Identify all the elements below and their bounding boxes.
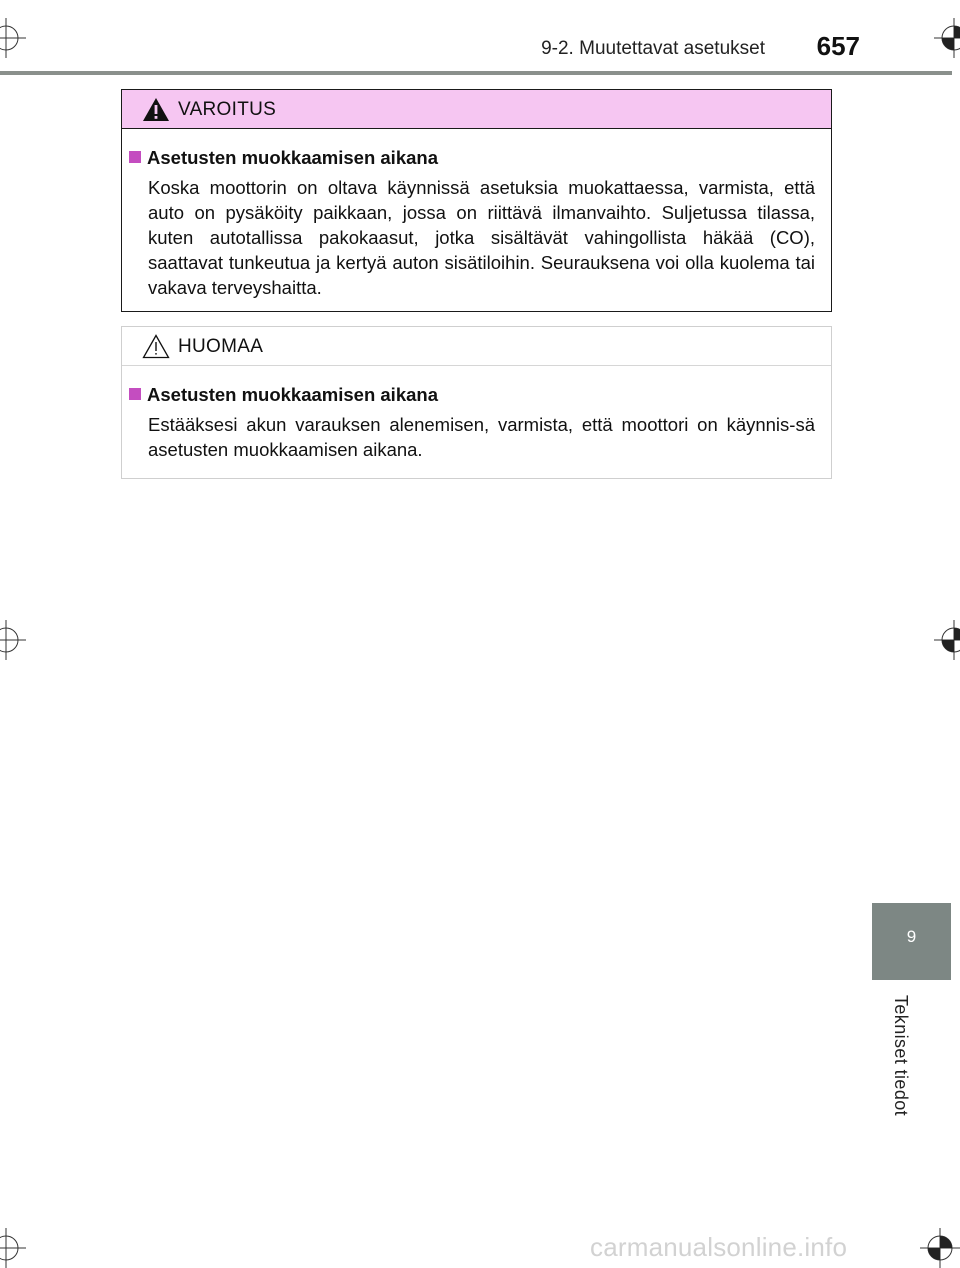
registration-mark-bottom-right — [920, 1228, 960, 1268]
caution-triangle-icon — [142, 334, 170, 359]
registration-mark-mid-left — [0, 620, 26, 660]
chapter-number: 9 — [906, 927, 917, 946]
notice-topic-text: Asetusten muokkaamisen aikana — [147, 384, 438, 405]
notice-text: Estääksesi akun varauksen alenemisen, varmista, että moottori on käynnis-sä asetusten muokkaamisen aikana. — [148, 414, 815, 460]
warning-text: Koska moottorin on oltava käynnissä asetuksia muokattaessa, varmista, että auto on pysäköity paikkaan, jossa on riittävä ilmanvaihto. Suljetussa tilassa, kuten autotallissa pakokaasut, jotka sisältävät vahingollista häkää (CO), saattavat tunkeutua ja kertyä auton sisätiloihin. Seurauksena voi olla kuolema tai vakava terveyshaitta. — [148, 177, 815, 298]
header-divider — [0, 71, 952, 75]
warning-box — [121, 89, 832, 312]
warning-topic-text: Asetusten muokkaamisen aikana — [147, 147, 438, 168]
section-title: 9-2. Muutettavat asetukset — [541, 38, 765, 59]
page-number: 657 — [816, 31, 860, 61]
registration-mark-top-left — [0, 18, 26, 58]
notice-box — [121, 326, 832, 479]
notice-topic — [129, 384, 831, 406]
bullet-square-icon — [129, 151, 141, 163]
warning-topic — [129, 147, 831, 169]
warning-triangle-icon — [142, 97, 170, 122]
registration-mark-top-right — [934, 18, 960, 58]
registration-mark-bottom-left — [0, 1228, 26, 1268]
warning-box-header — [122, 90, 831, 129]
notice-box-header — [122, 327, 831, 366]
warning-label: VAROITUS — [178, 99, 277, 120]
chapter-title: Tekniset tiedot — [891, 995, 911, 1117]
registration-mark-mid-right — [934, 620, 960, 660]
watermark: carmanualsonline.info — [590, 1232, 848, 1262]
bullet-square-icon — [129, 388, 141, 400]
notice-label: HUOMAA — [178, 336, 264, 357]
chapter-tab — [872, 903, 951, 980]
